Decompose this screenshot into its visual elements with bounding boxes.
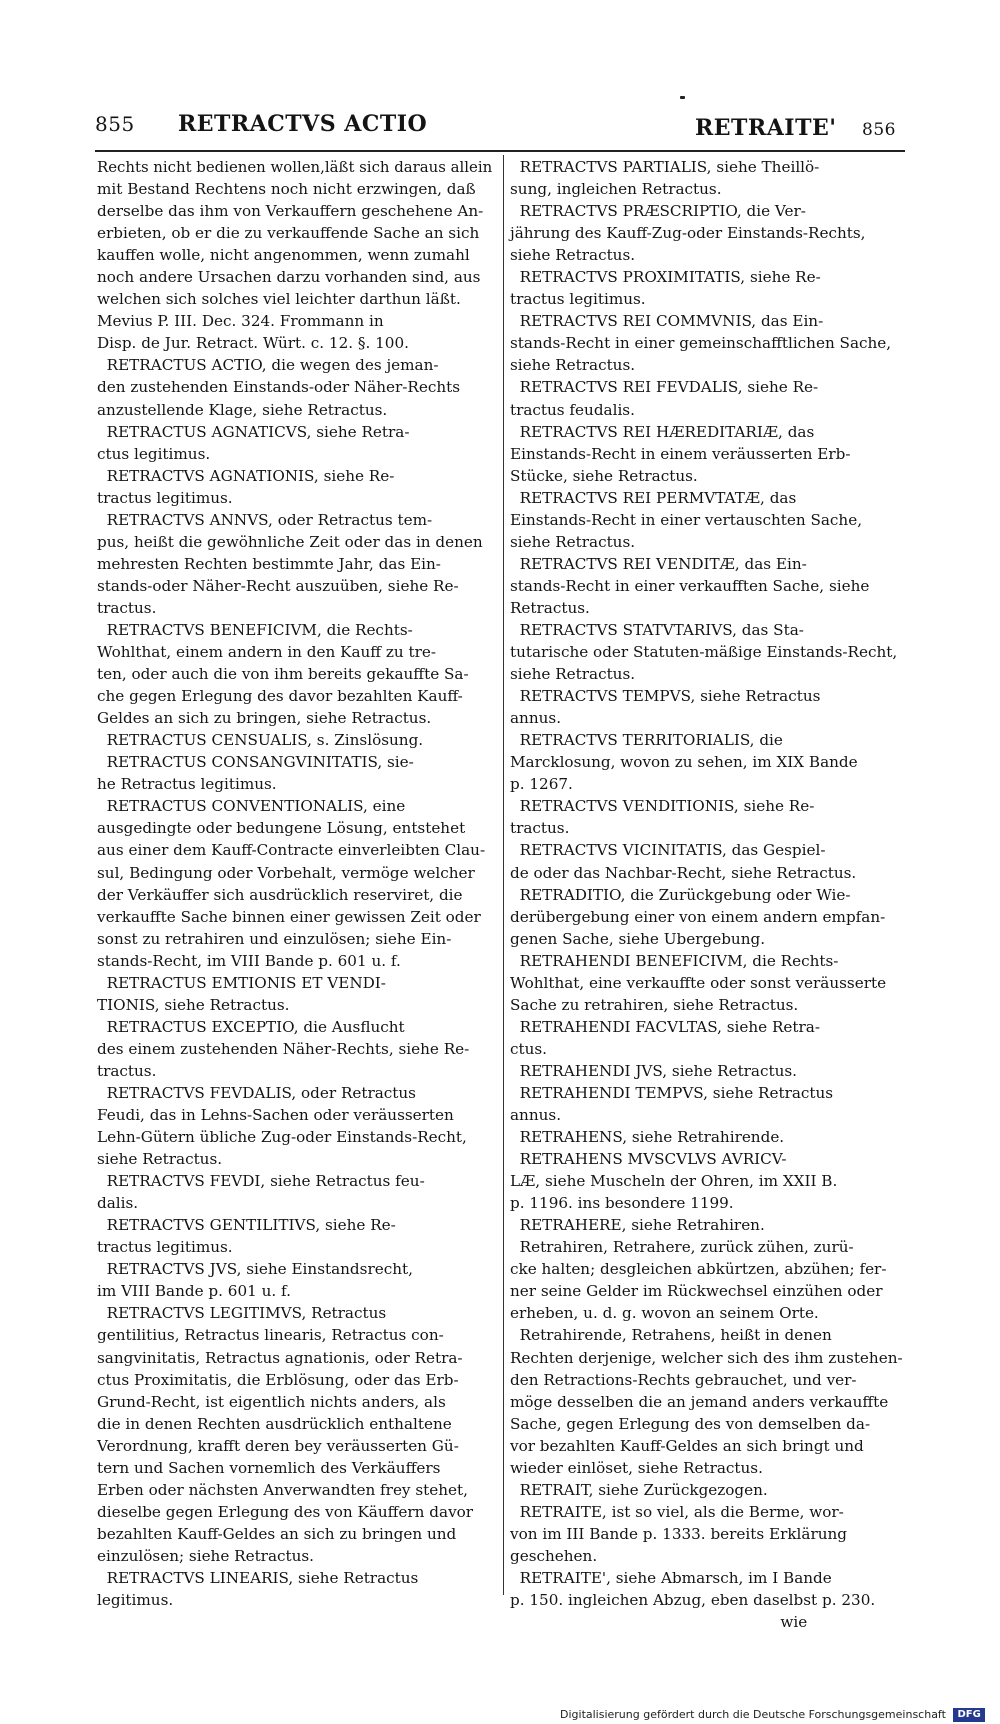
text-line: stands-Recht in einer verkaufften Sache, siehe xyxy=(510,576,870,595)
text-line: Grund-Recht, ist eigentlich nichts anders, als xyxy=(97,1392,446,1411)
text-line: anzustellende Klage, siehe Retractus. xyxy=(97,400,388,419)
text-line: jährung des Kauff-Zug-oder Einstands-Rechts, xyxy=(510,224,866,243)
text-line: p. 1196. ins besondere 1199. xyxy=(510,1194,734,1213)
text-line: möge desselben die an jemand anders verkauffte xyxy=(510,1392,889,1411)
text-line: Wohlthat, einem andern in den Kauff zu tre- xyxy=(97,643,436,662)
text-line: RETRACTVS GENTILITIVS, siehe Re- xyxy=(97,1216,396,1235)
text-line: Stücke, siehe Retractus. xyxy=(510,466,698,485)
column-divider xyxy=(503,155,504,1595)
text-line: RETRAHENS, siehe Retrahirende. xyxy=(510,1128,785,1147)
text-line: ctus Proximitatis, die Erblösung, oder das Erb- xyxy=(97,1370,459,1389)
text-line: tractus. xyxy=(97,598,157,617)
text-line: RETRACTVS PARTIALIS, siehe Theillö- xyxy=(510,158,820,176)
text-line: RETRACTVS PRÆSCRIPTIO, die Ver- xyxy=(510,202,806,221)
text-line: RETRACTUS CONSANGVINITATIS, sie- xyxy=(97,753,414,772)
header-rule xyxy=(95,150,905,152)
digitization-footer xyxy=(560,1706,1000,1724)
text-line: stands-Recht in einer gemeinschafftlichen Sache, xyxy=(510,334,892,353)
text-line: tractus legitimus. xyxy=(97,488,233,507)
text-line: RETRACTUS CENSUALIS, s. Zinslösung. xyxy=(97,731,424,750)
text-line: Wohlthat, eine verkauffte oder sonst veräusserte xyxy=(510,973,887,992)
text-line: RETRACTUS EMTIONIS ET VENDI- xyxy=(97,973,386,992)
text-line: siehe Retractus. xyxy=(510,532,636,551)
text-line: RETRACTVS JVS, siehe Einstandsrecht, xyxy=(97,1260,413,1279)
text-line: RETRACTVS LEGITIMVS, Retractus xyxy=(97,1304,387,1323)
text-line: sonst zu retrahiren und einzulösen; siehe Ein- xyxy=(97,929,452,948)
text-line: wie xyxy=(510,1613,808,1632)
text-line: RETRADITIO, die Zurückgebung oder Wie- xyxy=(510,885,851,904)
text-line: Sache, gegen Erlegung des von demselben da- xyxy=(510,1414,871,1433)
text-line: RETRACTVS BENEFICIVM, die Rechts- xyxy=(97,620,413,639)
text-line: noch andere Ursachen darzu vorhanden sind, aus xyxy=(97,268,481,287)
text-line: pus, heißt die gewöhnliche Zeit oder das in denen xyxy=(97,532,483,551)
text-line: RETRAHENDI FACVLTAS, siehe Retra- xyxy=(510,1017,820,1036)
right-column xyxy=(510,156,907,1632)
text-line: stands-Recht, im VIII Bande p. 601 u. f. xyxy=(97,951,401,970)
text-line: den Retractions-Rechts gebrauchet, und ver- xyxy=(510,1370,857,1389)
text-line: siehe Retractus. xyxy=(510,246,636,265)
text-line: gentilitius, Retractus linearis, Retractus con- xyxy=(97,1326,444,1345)
text-line: welchen sich solches viel leichter darthun läßt. xyxy=(97,290,461,309)
text-line: Rechten derjenige, welcher sich des ihm zustehen- xyxy=(510,1348,903,1367)
text-line: ctus legitimus. xyxy=(97,444,211,463)
text-line: siehe Retractus. xyxy=(510,356,636,375)
text-line: RETRACTVS AGNATIONIS, siehe Re- xyxy=(97,466,395,485)
text-line: Rechts nicht bedienen wollen,läßt sich daraus allein xyxy=(97,158,493,176)
text-line: tractus legitimus. xyxy=(97,1238,233,1257)
text-line: ten, oder auch die von ihm bereits gekauffte Sa- xyxy=(97,665,469,684)
text-line: Sache zu retrahiren, siehe Retractus. xyxy=(510,995,799,1014)
text-line: Feudi, das in Lehns-Sachen oder veräusserten xyxy=(97,1106,454,1125)
text-line: bezahlten Kauff-Geldes an sich zu bringen und xyxy=(97,1524,457,1543)
text-line: de oder das Nachbar-Recht, siehe Retractus. xyxy=(510,863,857,882)
text-line: ner seine Gelder im Rückwechsel einzühen oder xyxy=(510,1282,883,1301)
text-line: Mevius P. III. Dec. 324. Frommann in xyxy=(97,312,384,331)
text-line: wieder einlöset, siehe Retractus. xyxy=(510,1458,763,1477)
text-line: sangvinitatis, Retractus agnationis, oder Retra- xyxy=(97,1348,463,1367)
text-line: RETRACTVS REI PERMVTATÆ, das xyxy=(510,488,797,507)
text-line: RETRAIT, siehe Zurückgezogen. xyxy=(510,1480,768,1499)
text-line: annus. xyxy=(510,709,562,728)
text-line: Retrahiren, Retrahere, zurück zühen, zurü- xyxy=(510,1238,854,1257)
footer-text: Digitalisierung gefördert durch die Deutsche Forschungsgemeinschaft xyxy=(560,1708,946,1721)
text-line: TIONIS, siehe Retractus. xyxy=(97,995,290,1014)
text-line: derselbe das ihm von Verkauffern geschehene An- xyxy=(97,202,484,221)
ink-mark xyxy=(680,96,685,99)
text-line: der Verkäuffer sich ausdrücklich reserviret, die xyxy=(97,885,463,904)
text-line: erheben, u. d. g. wovon an seinem Orte. xyxy=(510,1304,819,1323)
text-line: RETRACTVS VENDITIONIS, siehe Re- xyxy=(510,797,815,816)
text-line: einzulösen; siehe Retractus. xyxy=(97,1546,315,1565)
text-line: RETRACTVS REI COMMVNIS, das Ein- xyxy=(510,312,824,331)
text-line: annus. xyxy=(510,1106,562,1125)
text-line: Erben oder nächsten Anverwandten frey stehet, xyxy=(97,1480,468,1499)
text-line: RETRAITE, ist so viel, als die Berme, wor- xyxy=(510,1502,844,1521)
text-line: RETRACTVS TEMPVS, siehe Retractus xyxy=(510,687,821,706)
text-line: stands-oder Näher-Recht auszuüben, siehe Re- xyxy=(97,576,459,595)
text-line: RETRACTVS REI FEVDALIS, siehe Re- xyxy=(510,378,819,397)
text-line: Einstands-Recht in einer vertauschten Sache, xyxy=(510,510,863,529)
text-line: tern und Sachen vornemlich des Verkäuffers xyxy=(97,1458,441,1477)
text-line: RETRACTUS CONVENTIONALIS, eine xyxy=(97,797,406,816)
dfg-logo: DFG xyxy=(953,1708,984,1722)
text-line: siehe Retractus. xyxy=(97,1150,223,1169)
text-line: RETRACTVS VICINITATIS, das Gespiel- xyxy=(510,841,826,860)
text-line: RETRACTVS STATVTARIVS, das Sta- xyxy=(510,620,804,639)
text-line: mehresten Rechten bestimmte Jahr, das Ein- xyxy=(97,554,441,573)
text-line: kauffen wolle, nicht angenommen, wenn zumahl xyxy=(97,246,470,265)
text-line: erbieten, ob er die zu verkauffende Sache an sich xyxy=(97,224,480,243)
text-line: RETRAHENS MVSCVLVS AVRICV- xyxy=(510,1150,787,1169)
text-line: aus einer dem Kauff-Contracte einverleibten Clau- xyxy=(97,841,486,860)
text-line: RETRAHENDI BENEFICIVM, die Rechts- xyxy=(510,951,839,970)
text-line: tractus. xyxy=(510,819,570,838)
text-line: geschehen. xyxy=(510,1546,598,1565)
text-line: RETRAHERE, siehe Retrahiren. xyxy=(510,1216,765,1235)
text-line: RETRACTVS PROXIMITATIS, siehe Re- xyxy=(510,268,821,287)
text-line: cke halten; desgleichen abkürtzen, abzühen; fer- xyxy=(510,1260,887,1279)
text-line: RETRACTVS FEVDI, siehe Retractus feu- xyxy=(97,1172,425,1191)
text-line: Einstands-Recht in einem veräusserten Erb- xyxy=(510,444,851,463)
text-line: RETRACTVS LINEARIS, siehe Retractus xyxy=(97,1569,419,1587)
text-line: p. 150. ingleichen Abzug, eben daselbst p. 230. xyxy=(510,1591,876,1610)
text-line: LÆ, siehe Muscheln der Ohren, im XXII B. xyxy=(510,1172,838,1191)
text-line: Geldes an sich zu bringen, siehe Retractus. xyxy=(97,709,432,728)
left-running-title: RETRACTVS ACTIO xyxy=(178,111,428,137)
text-line: legitimus. xyxy=(97,1591,174,1610)
text-line: RETRACTVS ANNVS, oder Retractus tem- xyxy=(97,510,433,529)
text-line: Retractus. xyxy=(510,598,590,617)
text-line: mit Bestand Rechtens noch nicht erzwingen, daß xyxy=(97,180,476,199)
text-line: RETRACTUS AGNATICVS, siehe Retra- xyxy=(97,422,410,441)
text-line: RETRACTVS TERRITORIALIS, die xyxy=(510,731,783,750)
text-line: Marcklosung, wovon zu sehen, im XIX Bande xyxy=(510,753,858,772)
text-line: RETRAITE', siehe Abmarsch, im I Bande xyxy=(510,1569,832,1587)
text-line: RETRAHENDI JVS, siehe Retractus. xyxy=(510,1061,797,1080)
text-line: che gegen Erlegung des davor bezahlten Kauff- xyxy=(97,687,463,706)
text-line: tractus feudalis. xyxy=(510,400,635,419)
text-line: dieselbe gegen Erlegung des von Käuffern davor xyxy=(97,1502,474,1521)
text-line: tutarische oder Statuten-mäßige Einstands-Recht, xyxy=(510,643,898,662)
text-line: tractus legitimus. xyxy=(510,290,646,309)
text-line: Verordnung, krafft deren bey veräusserten Gü- xyxy=(97,1436,459,1455)
text-line: tractus. xyxy=(97,1061,157,1080)
text-line: RETRACTVS REI HÆREDITARIÆ, das xyxy=(510,422,815,441)
text-line: RETRACTUS ACTIO, die wegen des jeman- xyxy=(97,356,439,375)
text-line: verkauffte Sache binnen einer gewissen Zeit oder xyxy=(97,907,481,926)
text-line: derübergebung einer von einem andern empfan- xyxy=(510,907,886,926)
text-line: sul, Bedingung oder Vorbehalt, vermöge welcher xyxy=(97,863,475,882)
left-page-number: 855 xyxy=(95,112,135,136)
text-line: RETRACTVS REI VENDITÆ, das Ein- xyxy=(510,554,807,573)
text-line: des einem zustehenden Näher-Rechts, siehe Re- xyxy=(97,1039,470,1058)
text-line: genen Sache, siehe Ubergebung. xyxy=(510,929,766,948)
text-line: von im III Bande p. 1333. bereits Erklärung xyxy=(510,1524,848,1543)
right-page-number: 856 xyxy=(862,120,896,140)
text-line: Disp. de Jur. Retract. Würt. c. 12. §. 100. xyxy=(97,334,409,353)
text-line: Lehn-Gütern übliche Zug-oder Einstands-Recht, xyxy=(97,1128,467,1147)
text-line: sung, ingleichen Retractus. xyxy=(510,180,722,199)
text-line: vor bezahlten Kauff-Geldes an sich bringt und xyxy=(510,1436,864,1455)
text-line: p. 1267. xyxy=(510,775,573,794)
text-line: he Retractus legitimus. xyxy=(97,775,277,794)
text-line: den zustehenden Einstands-oder Näher-Rechts xyxy=(97,378,461,397)
text-line: RETRAHENDI TEMPVS, siehe Retractus xyxy=(510,1083,834,1102)
text-line: ausgedingte oder bedungene Lösung, entstehet xyxy=(97,819,466,838)
right-running-title: RETRAITE' xyxy=(695,115,837,141)
text-line: im VIII Bande p. 601 u. f. xyxy=(97,1282,291,1301)
text-line: die in denen Rechten ausdrücklich enthaltene xyxy=(97,1414,452,1433)
text-line: dalis. xyxy=(97,1194,139,1213)
left-column xyxy=(97,156,499,1610)
text-line: RETRACTVS FEVDALIS, oder Retractus xyxy=(97,1083,416,1102)
text-line: Retrahirende, Retrahens, heißt in denen xyxy=(510,1326,832,1345)
text-line: ctus. xyxy=(510,1039,548,1058)
text-line: siehe Retractus. xyxy=(510,665,636,684)
text-line: RETRACTUS EXCEPTIO, die Ausflucht xyxy=(97,1017,405,1036)
